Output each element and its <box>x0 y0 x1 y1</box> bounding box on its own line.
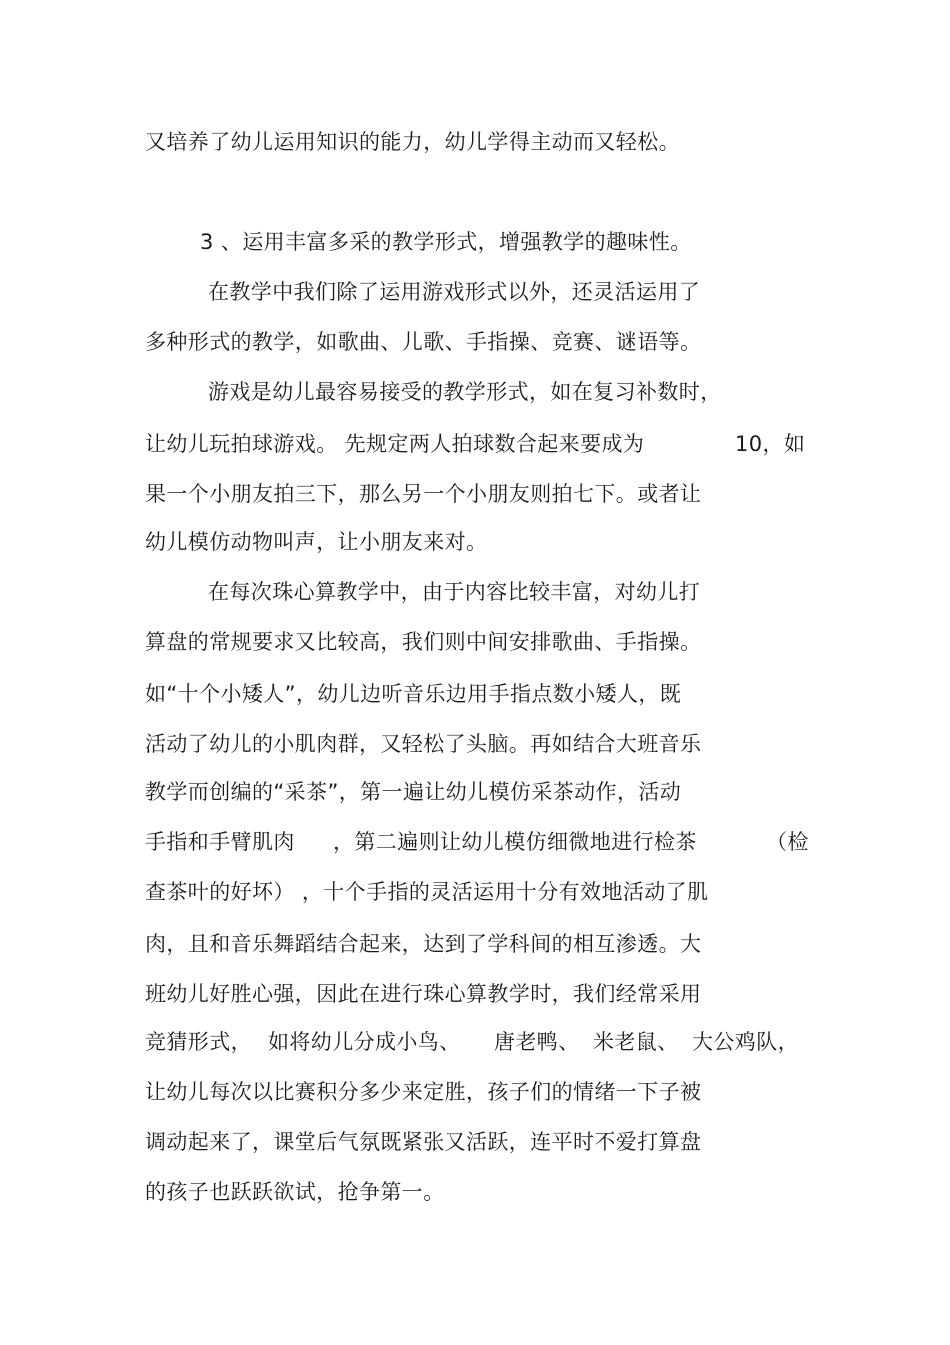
paragraph-line: 多种形式的教学，如歌曲、儿歌、手指操、竞赛、谜语等。 <box>145 330 702 354</box>
paragraph-line: 让幼儿每次以比赛积分多少来定胜，孩子们的情绪一下子被 <box>145 1080 702 1104</box>
paragraph-line: 如“十个小矮人”，幼儿边听音乐边用手指点数小矮人，既 <box>145 682 682 706</box>
paragraph-line: 的孩子也跃跃欲试，抢争第一。 <box>145 1180 445 1204</box>
paragraph-line: 查茶叶的好坏） ，十个手指的灵活运用十分有效地活动了肌 <box>145 880 709 904</box>
paragraph-line: 肉，且和音乐舞蹈结合起来，达到了学科间的相互渗透。大 <box>145 932 702 956</box>
paragraph-line-fragment: 如将幼儿分成小鸟、 <box>268 1030 461 1054</box>
paragraph-line: 幼儿模仿动物叫声，让小朋友来对。 <box>145 530 488 554</box>
paragraph-line: 算盘的常规要求又比较高，我们则中间安排歌曲、手指操。 <box>145 630 702 654</box>
paragraph-line-fragment: 大公鸡队， <box>692 1030 799 1054</box>
paragraph-line: 班幼儿好胜心强，因此在进行珠心算教学时，我们经常采用 <box>145 982 702 1006</box>
paragraph-line: 又培养了幼儿运用知识的能力，幼儿学得主动而又轻松。 <box>145 130 680 154</box>
paragraph-line: 教学而创编的“采茶”，第一遍让幼儿模仿采茶动作，活动 <box>145 780 682 804</box>
paragraph-line: 果一个小朋友拍三下，那么另一个小朋友则拍七下。或者让 <box>145 482 702 506</box>
paragraph-line: 手指和手臂肌肉 <box>145 830 295 854</box>
paragraph-line-fragment: 10，如 <box>735 432 806 456</box>
paragraph-line-fragment: 米老鼠、 <box>593 1030 679 1054</box>
paragraph-line: 活动了幼儿的小肌肉群，又轻松了头脑。再如结合大班音乐 <box>145 732 702 756</box>
paragraph-line: 竞猜形式， <box>145 1030 252 1054</box>
paragraph-line: 游戏是幼儿最容易接受的教学形式，如在复习补数时， <box>208 380 722 404</box>
section-heading: 3 、运用丰富多采的教学形式，增强教学的趣味性。 <box>200 230 692 254</box>
paragraph-line-fragment: （检 <box>766 830 809 854</box>
paragraph-line: 在每次珠心算教学中，由于内容比较丰富，对幼儿打 <box>208 580 701 604</box>
paragraph-line: 在教学中我们除了运用游戏形式以外，还灵活运用了 <box>208 280 701 304</box>
paragraph-line-fragment: ，第二遍则让幼儿模仿细微地进行检茶 <box>333 830 697 854</box>
paragraph-line: 调动起来了，课堂后气氛既紧张又活跃，连平时不爱打算盘 <box>145 1130 702 1154</box>
paragraph-line-fragment: 唐老鸭、 <box>494 1030 580 1054</box>
paragraph-line: 让幼儿玩拍球游戏。 先规定两人拍球数合起来要成为 <box>145 432 645 456</box>
